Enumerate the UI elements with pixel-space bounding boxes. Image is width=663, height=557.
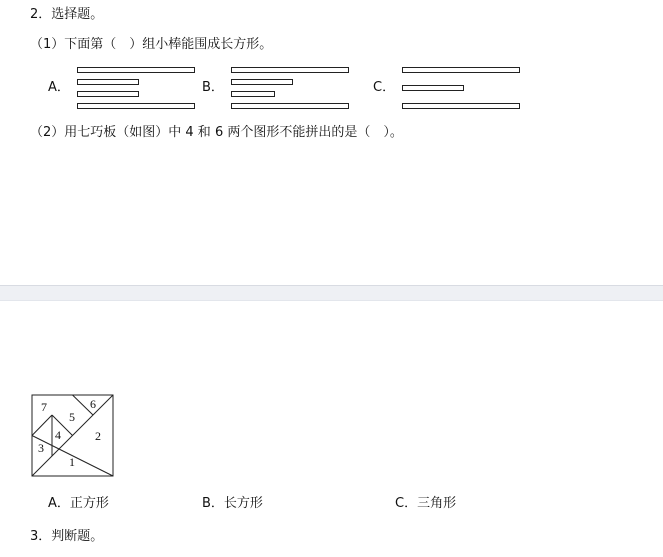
stick — [77, 103, 195, 109]
stick — [231, 103, 349, 109]
piece-label-4: 4 — [55, 428, 61, 442]
page-break — [0, 285, 663, 301]
piece-label-5: 5 — [69, 410, 75, 424]
option-c-triangle: C．三角形 — [395, 496, 457, 511]
piece-label-2: 2 — [95, 429, 101, 443]
piece-label-1: 1 — [69, 455, 75, 469]
option-c-label: C． — [373, 80, 396, 95]
stick — [402, 67, 520, 73]
stick — [77, 91, 139, 97]
sub-question-1-prompt: （1）下面第（ ）组小棒能围成长方形。 — [30, 37, 273, 52]
stick — [77, 67, 195, 73]
sub-question-2-prompt: （2）用七巧板（如图）中 4 和 6 两个图形不能拼出的是（ ）。 — [30, 125, 403, 140]
stick — [77, 79, 139, 85]
stick — [231, 79, 293, 85]
question-2-heading: 2．选择题。 — [30, 7, 104, 22]
question-3-heading: 3．判断题。 — [30, 529, 104, 544]
piece-label-7: 7 — [41, 400, 47, 414]
option-b-rectangle: B．长方形 — [202, 496, 263, 511]
piece-label-6: 6 — [90, 397, 96, 411]
stick — [231, 91, 275, 97]
option-b-label: B． — [202, 80, 224, 95]
tangram-figure — [31, 394, 115, 478]
option-a-square: A．正方形 — [48, 496, 109, 511]
stick — [231, 67, 349, 73]
stick — [402, 85, 464, 91]
option-a-label: A． — [48, 80, 70, 95]
stick — [402, 103, 520, 109]
piece-label-3: 3 — [38, 441, 44, 455]
